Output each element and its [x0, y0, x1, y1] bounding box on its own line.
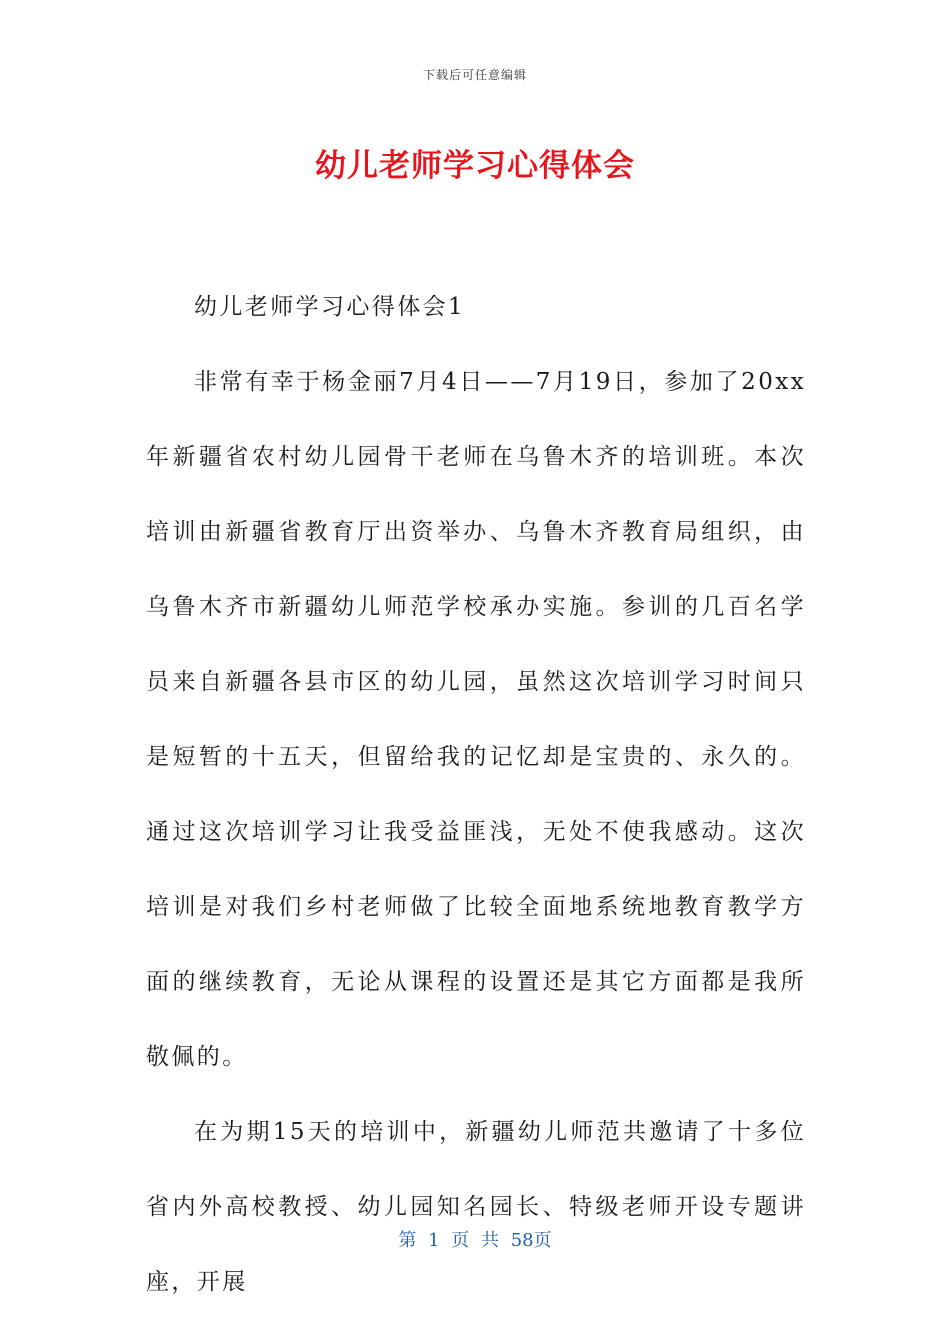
body-paragraph: 在为期15天的培训中，新疆幼儿师范共邀请了十多位省内外高校教授、幼儿园知名园长、特级老师开设专题讲座，开展 [146, 1119, 806, 1295]
body-paragraph: 非常有幸于杨金丽7月4日——7月19日，参加了20xx年新疆省农村幼儿园骨干老师在乌鲁木齐的培训班。本次培训由新疆省教育厅出资举办、乌鲁木齐教育局组织，由乌鲁木齐市新疆幼儿师范学校承办实施。参训的几百名学员来自新疆各县市区的幼儿园，虽然这次培训学习时间只是短暂的十五天，但留给我的记忆却是宝贵的、永久的。通过这次培训学习让我受益匪浅，无处不使我感动。这次培训是对我们乡村老师做了比较全面地系统地教育教学方面的继续教育，无论从课程的设置还是其它方面都是我所敬佩的。 [146, 369, 806, 1070]
document-title: 幼儿老师学习心得体会 [315, 148, 635, 184]
page-number: 第 1 页 共 58页 [398, 1230, 552, 1251]
header-note: 下载后可任意编辑 [422, 68, 527, 82]
section-heading: 幼儿老师学习心得体会1 [194, 294, 466, 320]
document-body [146, 270, 806, 1320]
